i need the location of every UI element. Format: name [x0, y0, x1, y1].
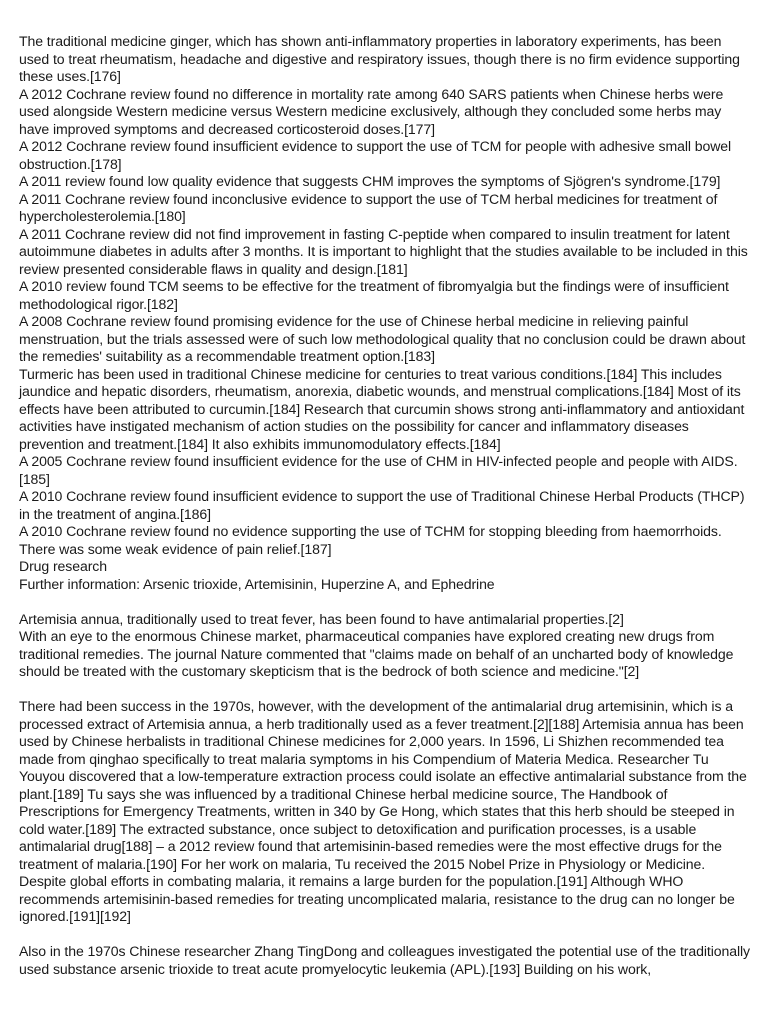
paragraph-menstruation: A 2008 Cochrane review found promising evidence for the use of Chinese herbal medicine in relieving painful menstruation, but the trials assessed were of such low methodological quality that no conclusion could be drawn about the remedies' suitability as a recommendable treatment option.[183]: [19, 313, 746, 364]
paragraph-haemorrhoids: A 2010 Cochrane review found no evidence supporting the use of TCHM for stopping bleeding from haemorrhoids. There was some weak evidence of pain relief.[187]: [19, 523, 722, 557]
paragraph-hiv: A 2005 Cochrane review found insufficient evidence for the use of CHM in HIV-infected people and people with AIDS.[185]: [19, 453, 738, 487]
document-body: [19, 33, 751, 978]
further-information: Further information: Arsenic trioxide, Artemisinin, Huperzine A, and Ephedrine: [19, 575, 495, 592]
paragraph-hypercholesterolemia: A 2011 Cochrane review found inconclusive evidence to support the use of TCM herbal medicines for treatment of hypercholesterolemia.[180]: [19, 190, 718, 224]
paragraph-sars-review: A 2012 Cochrane review found no difference in mortality rate among 640 SARS patients when Chinese herbs were used alongside Western medicine versus Western medicine exclusively, although they concluded some herbs may have improved symptoms and decreased corticosteroid doses.[177]: [19, 85, 724, 137]
paragraph-pharma-market: With an eye to the enormous Chinese market, pharmaceutical companies have explored creating new drugs from traditional remedies. The journal Nature commented that "claims made on behalf of an uncharted body of knowledge should be treated with the customary skepticism that is the bedrock of both science and medicine."[2]: [19, 628, 734, 679]
paragraph-sjogren: A 2011 review found low quality evidence that suggests CHM improves the symptoms of Sjögren's syndrome.[179]: [19, 173, 721, 189]
paragraph-bowel-obstruction: A 2012 Cochrane review found insufficient evidence to support the use of TCM for people with adhesive small bowel obstruction.[178]: [19, 138, 732, 172]
paragraph-turmeric: Turmeric has been used in traditional Chinese medicine for centuries to treat various conditions.[184] This includes jaundice and hepatic disorders, rheumatism, anorexia, diabetic wounds, and menstrual complications.[184] Most of its effects have been attributed to curcumin.[184] Research that curcumin shows strong anti-inflammatory and antioxidant activities have instigated mechanism of action studies on the possibility for cancer and inflammatory diseases prevention and treatment.[184] It also exhibits immunomodulatory effects.[184]: [19, 365, 745, 452]
paragraph-arsenic-trioxide: Also in the 1970s Chinese researcher Zhang TingDong and colleagues investigated the potential use of the traditionally used substance arsenic trioxide to treat acute promyelocytic leukemia (APL).[193] Building on his work,: [19, 943, 750, 977]
paragraph-ginger: The traditional medicine ginger, which has shown anti-inflammatory properties in laboratory experiments, has been used to treat rheumatism, headache and digestive and respiratory issues, though there is no firm evidence supporting these uses.[176]: [19, 33, 740, 84]
paragraph-spacer: [19, 926, 751, 944]
paragraph-artemisinin: There had been success in the 1970s, however, with the development of the antimalarial drug artemisinin, which is a processed extract of Artemisia annua, a herb traditionally used as a fever treatment.[2][188] Artemisia annua has been used by Chinese herbalists in traditional Chinese medicines for 2,000 years. In 1596, Li Shizhen recommended tea made from qinghao specifically to treat malaria symptoms in his Compendium of Materia Medica. Researcher Tu Youyou discovered that a low-temperature extraction process could isolate an effective antimalarial substance from the plant.[189] Tu says she was influenced by a traditional Chinese herbal medicine source, The Handbook of Prescriptions for Emergency Treatments, written in 340 by Ge Hong, which states that this herb should be steeped in cold water.[189] The extracted substance, once subject to detoxification and purification processes, is a usable antimalarial drug[188] – a 2012 review found that artemisinin-based remedies were the most effective drugs for the treatment of malaria.[190] For her work on malaria, Tu received the 2015 Nobel Prize in Physiology or Medicine. Despite global efforts in combating malaria, it remains a large burden for the population.[191] Although WHO recommends artemisinin-based remedies for treating uncomplicated malaria, resistance to the drug can no longer be ignored.[191][192]: [19, 698, 747, 924]
paragraph-spacer: [19, 681, 751, 699]
paragraph-artemisia: Artemisia annua, traditionally used to treat fever, has been found to have antimalarial properties.[2]: [19, 610, 624, 627]
paragraph-diabetes: A 2011 Cochrane review did not find improvement in fasting C-peptide when compared to insulin treatment for latent autoimmune diabetes in adults after 3 months. It is important to highlight that the studies available to be included in this review presented considerable flaws in quality and design.[181]: [19, 225, 748, 277]
paragraph-spacer: [19, 593, 751, 611]
paragraph-angina: A 2010 Cochrane review found insufficient evidence to support the use of Traditional Chinese Herbal Products (THCP) in the treatment of angina.[186]: [19, 488, 745, 522]
paragraph-fibromyalgia: A 2010 review found TCM seems to be effective for the treatment of fibromyalgia but the findings were of insufficient methodological rigor.[182]: [19, 278, 729, 312]
section-heading-drug-research: Drug research: [19, 558, 107, 574]
